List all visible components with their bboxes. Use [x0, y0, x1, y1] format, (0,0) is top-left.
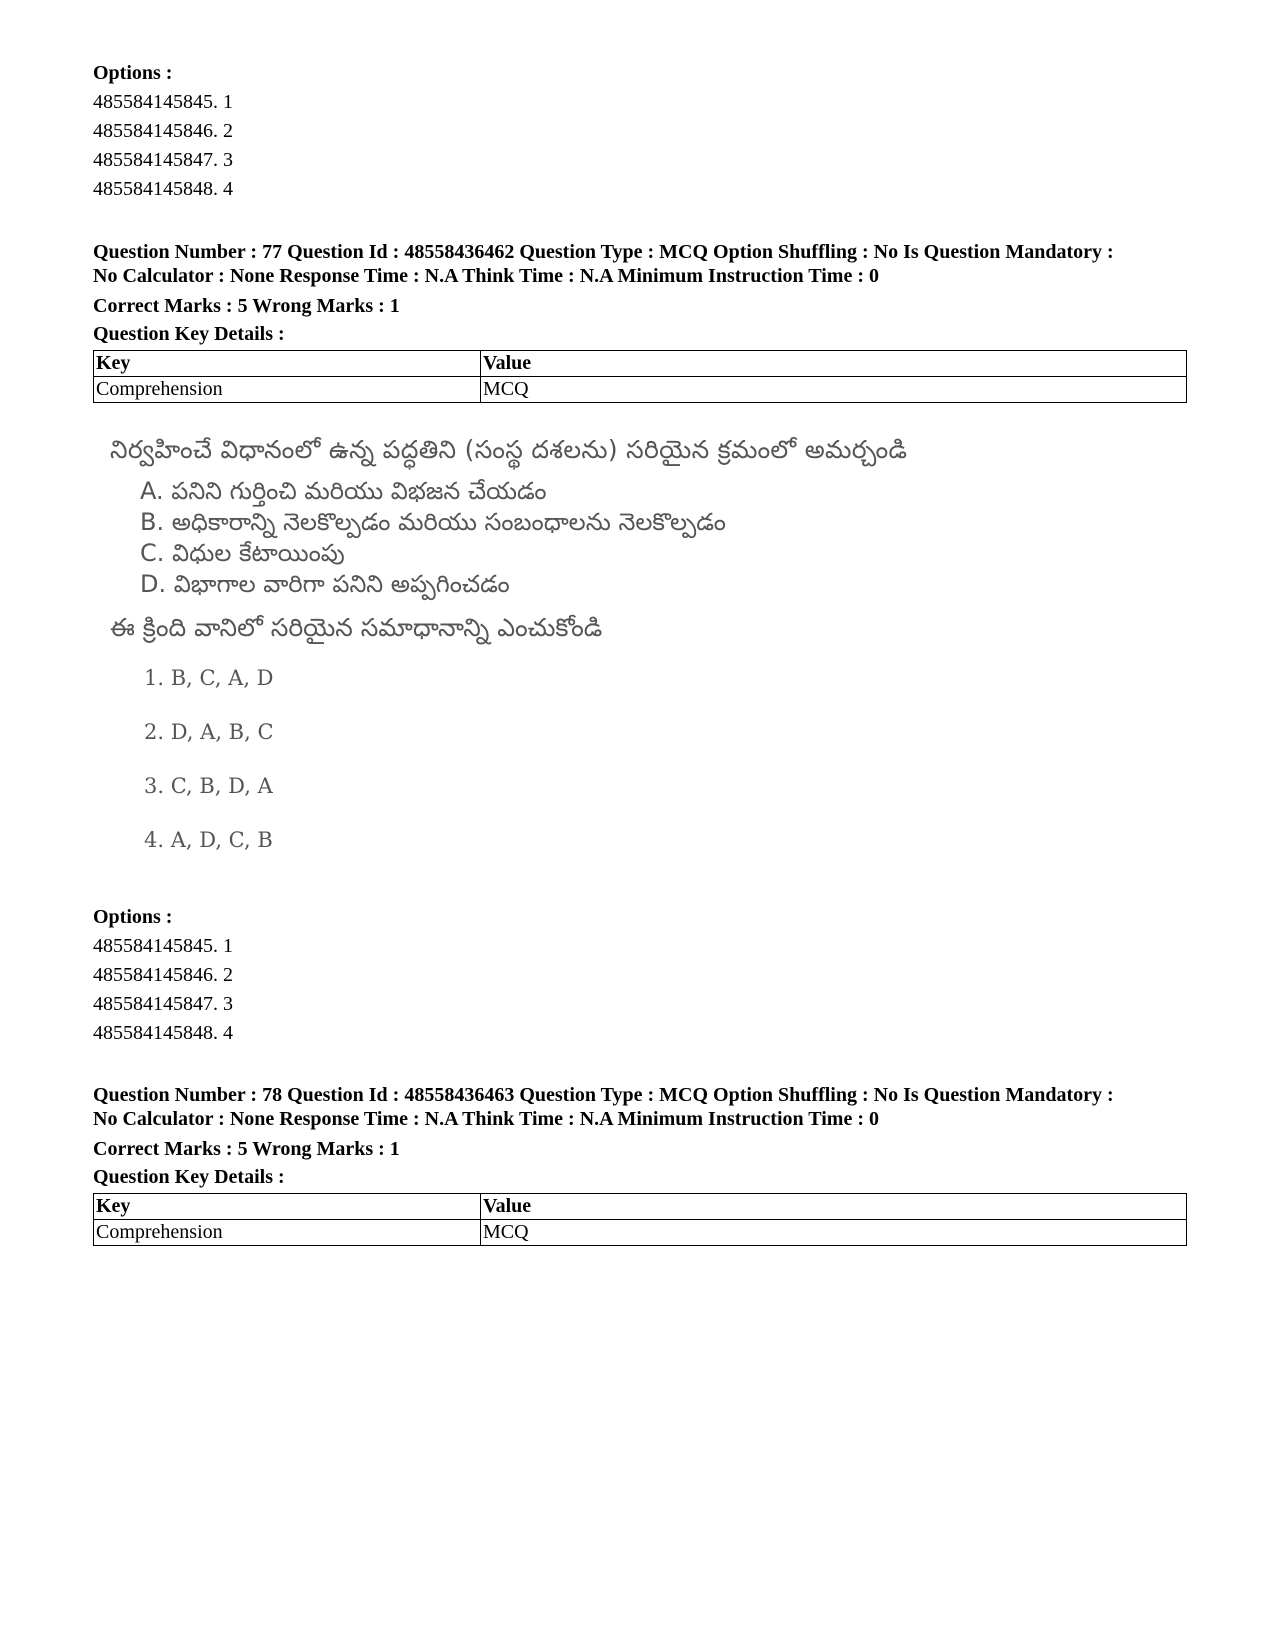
- question-77-header: [93, 240, 1185, 403]
- table-header-row: [94, 1194, 1187, 1220]
- table-header-row: [94, 351, 1187, 377]
- option-item: 485584145848. 4: [93, 178, 233, 200]
- table-row: [94, 377, 1187, 403]
- choice-3: 3. C, B, D, A: [144, 774, 273, 798]
- top-options-block: [93, 59, 1185, 204]
- question-key-table: [93, 350, 1187, 403]
- table-cell-value: MCQ: [481, 377, 1187, 403]
- statement-d: D. విభాగాల వారిగా పనిని అప్పగించడం: [140, 570, 510, 598]
- statement-a: A. పనిని గుర్తించి మరియు విభజన చేయడం: [140, 477, 547, 505]
- question-key-details-label: Question Key Details :: [93, 1166, 285, 1188]
- option-item: 485584145845. 1: [93, 91, 233, 113]
- table-cell-key: Comprehension: [94, 1220, 481, 1246]
- option-item: 485584145847. 3: [93, 993, 233, 1015]
- table-header-value: Value: [481, 351, 1187, 377]
- choice-2: 2. D, A, B, C: [144, 720, 274, 744]
- table-cell-value: MCQ: [481, 1220, 1187, 1246]
- table-header-key: Key: [94, 1194, 481, 1220]
- question-header-line1: Question Number : 78 Question Id : 48558436463 Question Type : MCQ Option Shuffling : No Is Question Mandatory :: [93, 1084, 1114, 1106]
- table-row: [94, 1220, 1187, 1246]
- question-statements: [140, 476, 1010, 600]
- table-cell-key: Comprehension: [94, 377, 481, 403]
- table-header-value: Value: [481, 1194, 1187, 1220]
- question-header-line2: No Calculator : None Response Time : N.A Think Time : N.A Minimum Instruction Time : 0: [93, 1108, 879, 1130]
- question-choices: [144, 658, 1010, 874]
- question-marks: Correct Marks : 5 Wrong Marks : 1: [93, 1138, 400, 1160]
- options-label: Options :: [93, 62, 173, 84]
- statement-c: C. విధుల కేటాయింపు: [140, 539, 345, 567]
- option-item: 485584145846. 2: [93, 120, 233, 142]
- question-instruction: ఈ క్రింది వానిలో సరియైన సమాధానాన్ని ఎంచుకోండి: [110, 613, 603, 642]
- question-marks: Correct Marks : 5 Wrong Marks : 1: [93, 295, 400, 317]
- question-stem: నిర్వహించే విధానంలో ఉన్న పద్ధతిని (సంస్థ దశలను) సరియైన క్రమంలో అమర్చండి: [110, 435, 908, 464]
- question-key-details-label: Question Key Details :: [93, 323, 285, 345]
- question-77-image: [110, 430, 1010, 900]
- question-78-header: [93, 1083, 1185, 1246]
- choice-4: 4. A, D, C, B: [144, 828, 273, 852]
- statement-b: B. అధికారాన్ని నెలకొల్పడం మరియు సంబంధాలను నెలకొల్పడం: [140, 508, 726, 536]
- question-header-line1: Question Number : 77 Question Id : 48558436462 Question Type : MCQ Option Shuffling : No Is Question Mandatory :: [93, 241, 1114, 263]
- choice-1: 1. B, C, A, D: [144, 666, 274, 690]
- option-item: 485584145847. 3: [93, 149, 233, 171]
- table-header-key: Key: [94, 351, 481, 377]
- option-item: 485584145845. 1: [93, 935, 233, 957]
- option-item: 485584145848. 4: [93, 1022, 233, 1044]
- option-item: 485584145846. 2: [93, 964, 233, 986]
- question-77-options: [93, 903, 1185, 1048]
- question-key-table: [93, 1193, 1187, 1246]
- options-label: Options :: [93, 906, 173, 928]
- question-header-line2: No Calculator : None Response Time : N.A Think Time : N.A Minimum Instruction Time : 0: [93, 265, 879, 287]
